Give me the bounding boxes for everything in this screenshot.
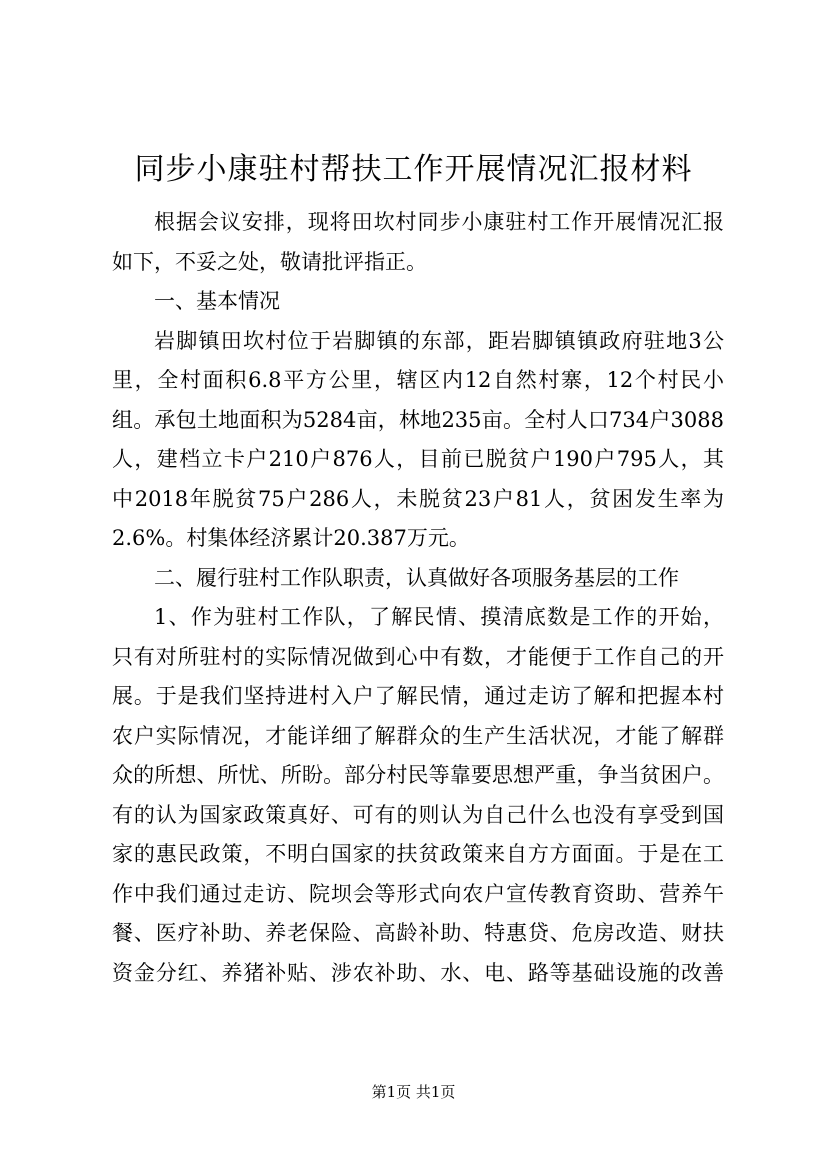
document-title: 同步小康驻村帮扶工作开展情况汇报材料 [134,152,693,187]
paragraph-line: 家的惠民政策，不明白国家的扶贫政策来自方方面面。于是在工 [112,842,724,866]
paragraph-line: 众的所想、所忧、所盼。部分村民等靠要思想严重，争当贫困户。 [112,763,724,787]
paragraph-line: 组。承包土地面积为5284亩，林地235亩。全村人口734户3088 [112,407,724,432]
paragraph-line: 2.6%。村集体经济累计20.387万元。 [112,526,470,550]
paragraph-line: 根据会议安排，现将田坎村同步小康驻村工作开展情况汇报 [154,210,724,234]
paragraph-line: 里，全村面积6.8平方公里，辖区内12自然村寨，12个村民小 [112,368,724,392]
paragraph-line: 二、履行驻村工作队职责，认真做好各项服务基层的工作 [154,565,679,590]
paragraph-line: 只有对所驻村的实际情况做到心中有数，才能便于工作自己的开 [112,644,724,669]
paragraph-line: 岩脚镇田坎村位于岩脚镇的东部，距岩脚镇镇政府驻地3公 [154,328,724,353]
paragraph-line: 餐、医疗补助、养老保险、高龄补助、特惠贷、危房改造、财扶 [112,921,724,945]
paragraph-line: 展。于是我们坚持进村入户了解民情，通过走访了解和把握本村 [112,684,724,708]
paragraph-line: 资金分红、养猪补贴、涉农补助、水、电、路等基础设施的改善 [112,960,724,985]
paragraph-line: 农户实际情况，才能详细了解群众的生产生活状况，才能了解群 [112,723,724,748]
paragraph-line: 人，建档立卡户210户876人，目前已脱贫户190户795人，其 [112,447,724,471]
paragraph-line: 中2018年脱贫75户286人，未脱贫23户81人，贫困发生率为 [112,486,724,511]
paragraph-line: 有的认为国家政策真好、可有的则认为自己什么也没有享受到国 [112,802,724,827]
paragraph-line: 作中我们通过走访、院坝会等形式向农户宣传教育资助、营养午 [112,881,724,906]
paragraph-line: 1、作为驻村工作队，了解民情、摸清底数是工作的开始， [154,605,724,629]
paragraph-line: 一、基本情况 [154,289,280,313]
paragraph-line: 如下，不妥之处，敬请批评指正。 [112,249,427,274]
document-body [112,203,724,993]
page-footer: 第1页 共1页 [371,1083,456,1101]
